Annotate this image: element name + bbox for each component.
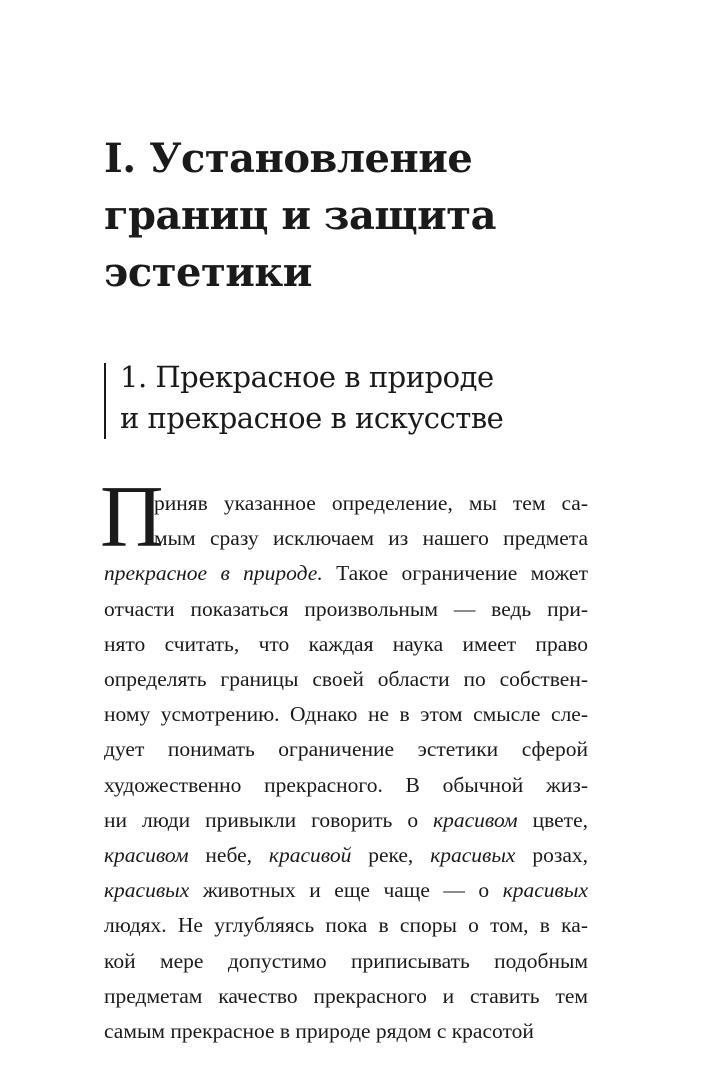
text-run: художественно прекрасного. В обычной жиз- bbox=[104, 772, 588, 797]
text-run: ни люди привыкли говорить о bbox=[104, 807, 434, 832]
text-run: Такое ограничение может bbox=[322, 561, 588, 586]
text-run: самым прекрасное в природе рядом с красотой bbox=[104, 1019, 534, 1044]
text-line bbox=[104, 838, 588, 873]
text-line bbox=[104, 873, 588, 908]
text-run: отчасти показаться произвольным — ведь при- bbox=[104, 596, 588, 621]
chapter-title-line: эстетики bbox=[104, 249, 312, 296]
text-line bbox=[104, 556, 588, 591]
text-run: дует понимать ограничение эстетики сферой bbox=[104, 737, 588, 762]
drop-cap: П bbox=[100, 469, 164, 566]
italic-text: красивой bbox=[268, 843, 352, 868]
italic-text: красивых bbox=[104, 878, 190, 903]
italic-text: красивых bbox=[502, 878, 588, 903]
section-heading-line: 1. Прекрасное в природе bbox=[120, 360, 494, 394]
text-line bbox=[104, 521, 588, 556]
text-line bbox=[104, 592, 588, 627]
text-run: небе, bbox=[188, 843, 269, 868]
text-line bbox=[104, 662, 588, 697]
text-line bbox=[104, 732, 588, 767]
chapter-title bbox=[104, 130, 594, 301]
section-rule bbox=[104, 363, 106, 439]
body-paragraph bbox=[100, 469, 589, 1049]
text-run: предметам качество прекрасного и ставить тем bbox=[104, 983, 588, 1008]
italic-text: красивых bbox=[430, 843, 516, 868]
text-line bbox=[104, 1014, 588, 1049]
text-run: розах, bbox=[515, 843, 589, 868]
text-run: цвете, bbox=[517, 807, 588, 832]
text-run: ному усмотрению. Однако не в этом смысле сле- bbox=[104, 702, 588, 727]
text-run: реке, bbox=[351, 843, 431, 868]
text-line bbox=[104, 486, 588, 521]
text-run: нято считать, что каждая наука имеет право bbox=[104, 631, 588, 656]
text-run: риняв указанное определение, мы тем са- bbox=[154, 491, 588, 515]
text-line bbox=[104, 944, 588, 979]
text-run: кой мере допустимо приписывать подобным bbox=[104, 948, 588, 973]
text-line bbox=[104, 697, 588, 732]
text-line bbox=[104, 979, 588, 1014]
text-run: определять границы своей области по собствен- bbox=[104, 667, 588, 692]
italic-text: красивом bbox=[104, 843, 189, 868]
chapter-title-line: границ и защита bbox=[104, 192, 497, 239]
italic-text: красивом bbox=[433, 807, 518, 832]
text-run: людях. Не углубляясь пока в споры о том, в ка- bbox=[104, 913, 588, 938]
text-run: мым сразу исключаем из нашего предмета bbox=[154, 526, 588, 551]
book-page bbox=[100, 130, 594, 1049]
text-line bbox=[104, 627, 588, 662]
chapter-title-line: I. Установление bbox=[104, 135, 473, 182]
section-heading bbox=[104, 357, 594, 439]
text-line bbox=[104, 803, 588, 838]
italic-text: прекрасное в природе. bbox=[104, 561, 323, 586]
text-line bbox=[104, 908, 588, 943]
text-run: животных и еще чаще — о bbox=[189, 878, 503, 903]
text-line bbox=[104, 768, 588, 803]
section-heading-line: и прекрасное в искусстве bbox=[120, 401, 504, 435]
paragraph-lines bbox=[104, 486, 588, 1049]
